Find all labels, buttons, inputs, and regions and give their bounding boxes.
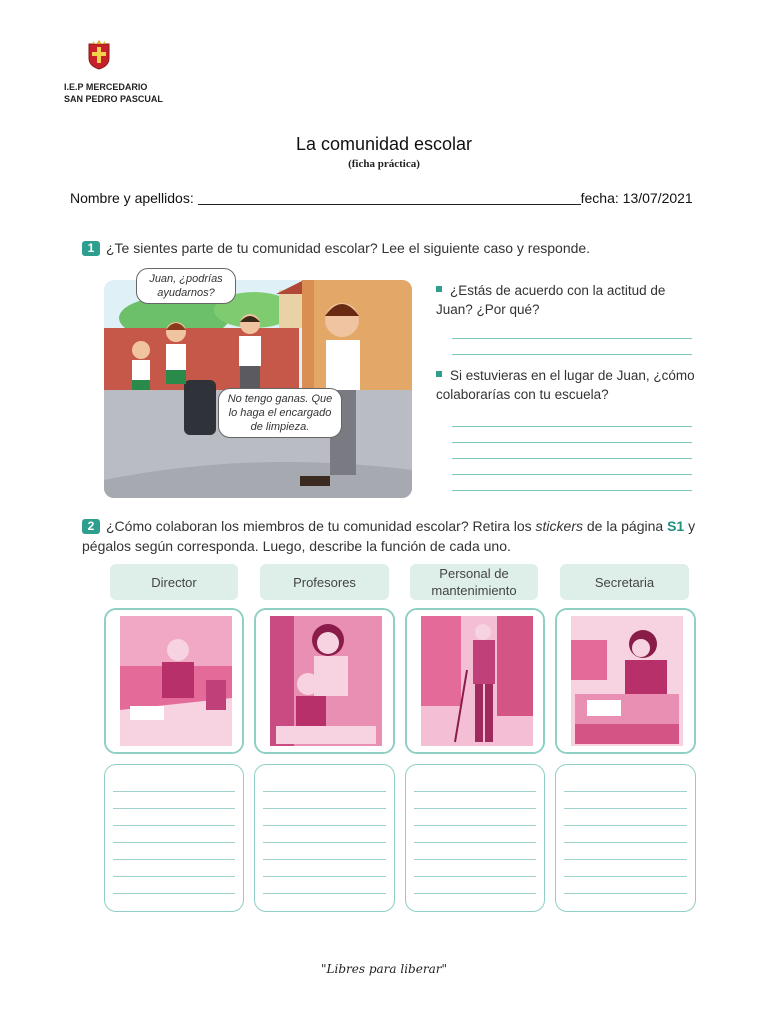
activity2-number: 2 (82, 519, 100, 534)
answer-line[interactable] (452, 458, 692, 459)
name-label: Nombre y apellidos: (70, 190, 194, 206)
label-secretaria: Secretaria (560, 564, 689, 600)
name-row (70, 190, 710, 206)
school-seal-icon (86, 38, 112, 70)
question-a-text: ¿Estás de acuerdo con la actitud de Juan? ¿Por qué? (436, 283, 666, 317)
school-name: I.E.P MERCEDARIO (64, 82, 148, 92)
activity1-number: 1 (82, 241, 100, 256)
page-reference: S1 (667, 518, 685, 534)
description-box-secretaria[interactable] (555, 764, 696, 912)
answer-line[interactable] (452, 490, 692, 491)
answer-line[interactable] (452, 338, 692, 339)
page-title: La comunidad escolar (295, 134, 473, 154)
bullet-icon (436, 286, 442, 292)
speech-bubble-1: Juan, ¿podrías ayudarnos? (136, 268, 236, 304)
question-b-text: Si estuvieras en el lugar de Juan, ¿cómo colaborarías con tu escuela? (436, 368, 695, 402)
question-b (436, 366, 700, 404)
activity2-emphasis: stickers (535, 518, 583, 534)
answer-line[interactable] (452, 442, 692, 443)
description-box-profesores[interactable] (254, 764, 395, 912)
photo-director (104, 608, 244, 754)
school-location: SAN PEDRO PASCUAL (64, 94, 163, 104)
label-mantenimiento: Personal de mantenimiento (410, 564, 538, 600)
date-label: fecha: 13/07/2021 (580, 190, 693, 206)
activity2-text-c: y pégalos según corresponda. Luego, describe la función de cada uno. (82, 518, 696, 554)
answer-line[interactable] (452, 474, 692, 475)
activity1-text: ¿Te sientes parte de tu comunidad escolar? Lee el siguiente caso y responde. (106, 240, 591, 256)
bullet-icon (436, 371, 442, 377)
name-blank-line[interactable] (198, 204, 581, 205)
label-director: Director (110, 564, 238, 600)
description-box-director[interactable] (104, 764, 244, 912)
photo-secretaria (555, 608, 696, 754)
question-a (436, 281, 700, 319)
activity2-text-a: ¿Cómo colaboran los miembros de tu comunidad escolar? Retira los (106, 518, 536, 534)
answer-line[interactable] (452, 426, 692, 427)
page-subtitle: (ficha práctica) (348, 158, 420, 170)
activity2-text-b: de la página (582, 518, 668, 534)
photo-mantenimiento (405, 608, 545, 754)
photo-profesores (254, 608, 395, 754)
answer-line[interactable] (452, 354, 692, 355)
activity1-question (82, 240, 590, 256)
activity2-question (82, 516, 702, 556)
speech-bubble-2: No tengo ganas. Que lo haga el encargado de limpieza. (218, 388, 342, 438)
description-box-mantenimiento[interactable] (405, 764, 545, 912)
label-profesores: Profesores (260, 564, 389, 600)
footer-motto: "Libres para liberar" (321, 962, 447, 976)
